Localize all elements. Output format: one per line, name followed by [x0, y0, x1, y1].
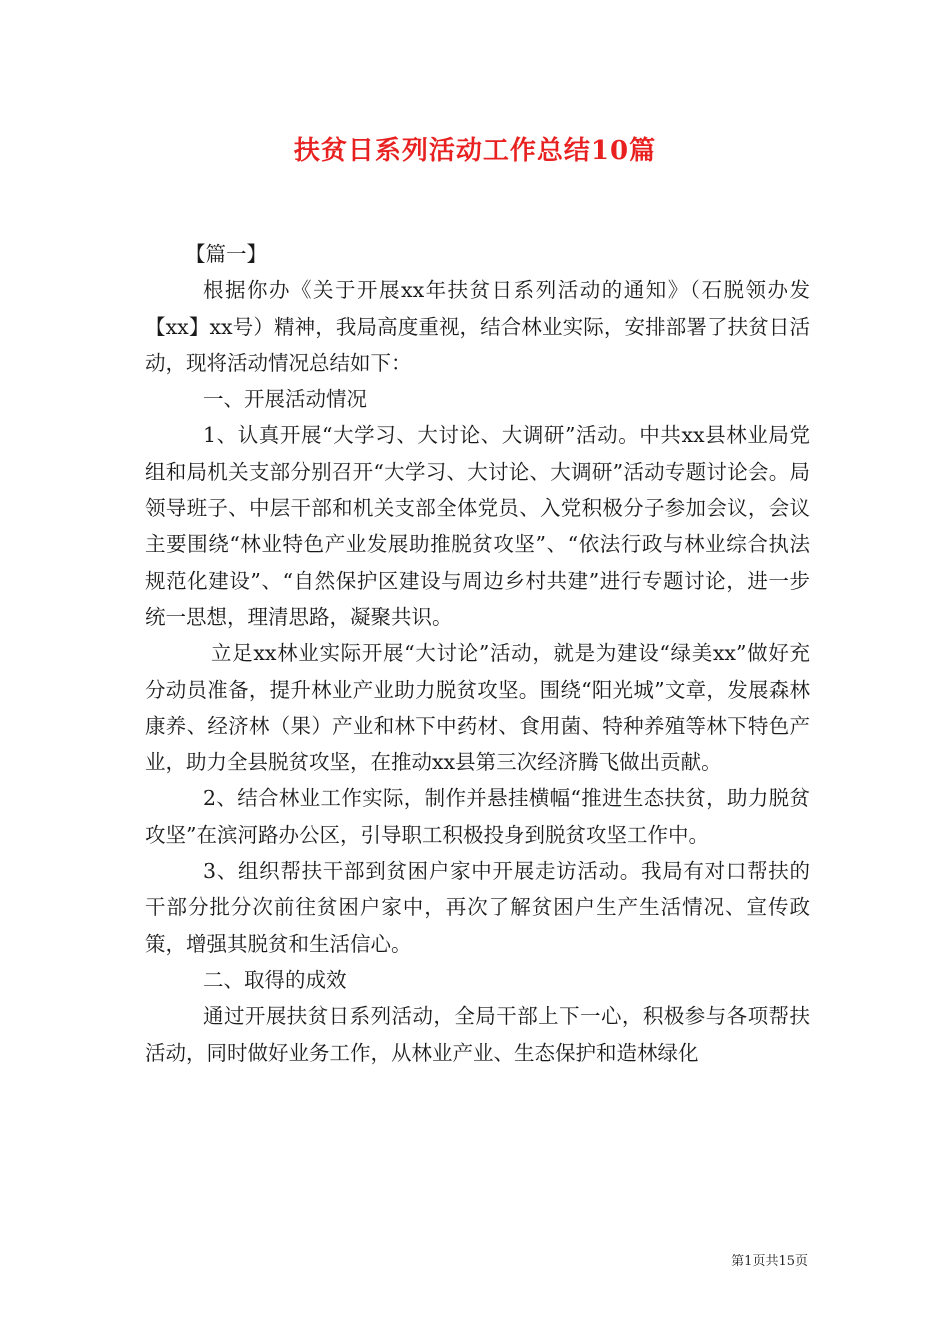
paragraph-item-2: 2、结合林业工作实际，制作并悬挂横幅“推进生态扶贫，助力脱贫攻坚”在滨河路办公区，引导职工积极投身到脱贫攻坚工作中。 — [145, 786, 810, 847]
paragraph-intro: 根据你办《关于开展xx年扶贫日系列活动的通知》（石脱领办发【xx】xx号）精神，我局高度重视，结合林业实际，安排部署了扶贫日活动，现将活动情况总结如下： — [145, 278, 810, 375]
heading-results: 二、取得的成效 — [203, 967, 347, 992]
paragraph-item-1: 1、认真开展“大学习、大讨论、大调研”活动。中共xx县林业局党组和局机关支部分别召开“大学习、大讨论、大调研”活动专题讨论会。局领导班子、中层干部和机关支部全体党员、入党积极分子参加会议，会议主要围绕“林业特色产业发展助推脱贫攻坚”、“依法行政与林业综合执法规范化建设”、“自然保护区建设与周边乡村共建”进行专题讨论，进一步统一思想，理清思路，凝聚共识。 — [145, 423, 810, 629]
paragraph-item-3: 3、组织帮扶干部到贫困户家中开展走访活动。我局有对口帮扶的干部分批分次前往贫困户家中，再次了解贫困户生产生活情况、宣传政策，增强其脱贫和生活信心。 — [145, 859, 810, 956]
section-tag: 【篇一】 — [185, 242, 267, 266]
document-body — [145, 236, 810, 1071]
paragraph-discussion: 立足xx林业实际开展“大讨论”活动，就是为建设“绿美xx”做好充分动员准备，提升林业产业助力脱贫攻坚。围绕“阳光城”文章，发展森林康养、经济林（果）产业和林下中药材、食用菌、特种养殖等林下特色产业，助力全县脱贫攻坚，在推动xx县第三次经济腾飞做出贡献。 — [145, 641, 810, 775]
heading-activities: 一、开展活动情况 — [203, 387, 367, 412]
paragraph-results: 通过开展扶贫日系列活动，全局干部上下一心，积极参与各项帮扶活动，同时做好业务工作，从林业产业、生态保护和造林绿化 — [145, 1004, 810, 1065]
document-title: 扶贫日系列活动工作总结10篇 — [293, 136, 657, 166]
page-footer: 第1页共15页 — [731, 1254, 808, 1269]
